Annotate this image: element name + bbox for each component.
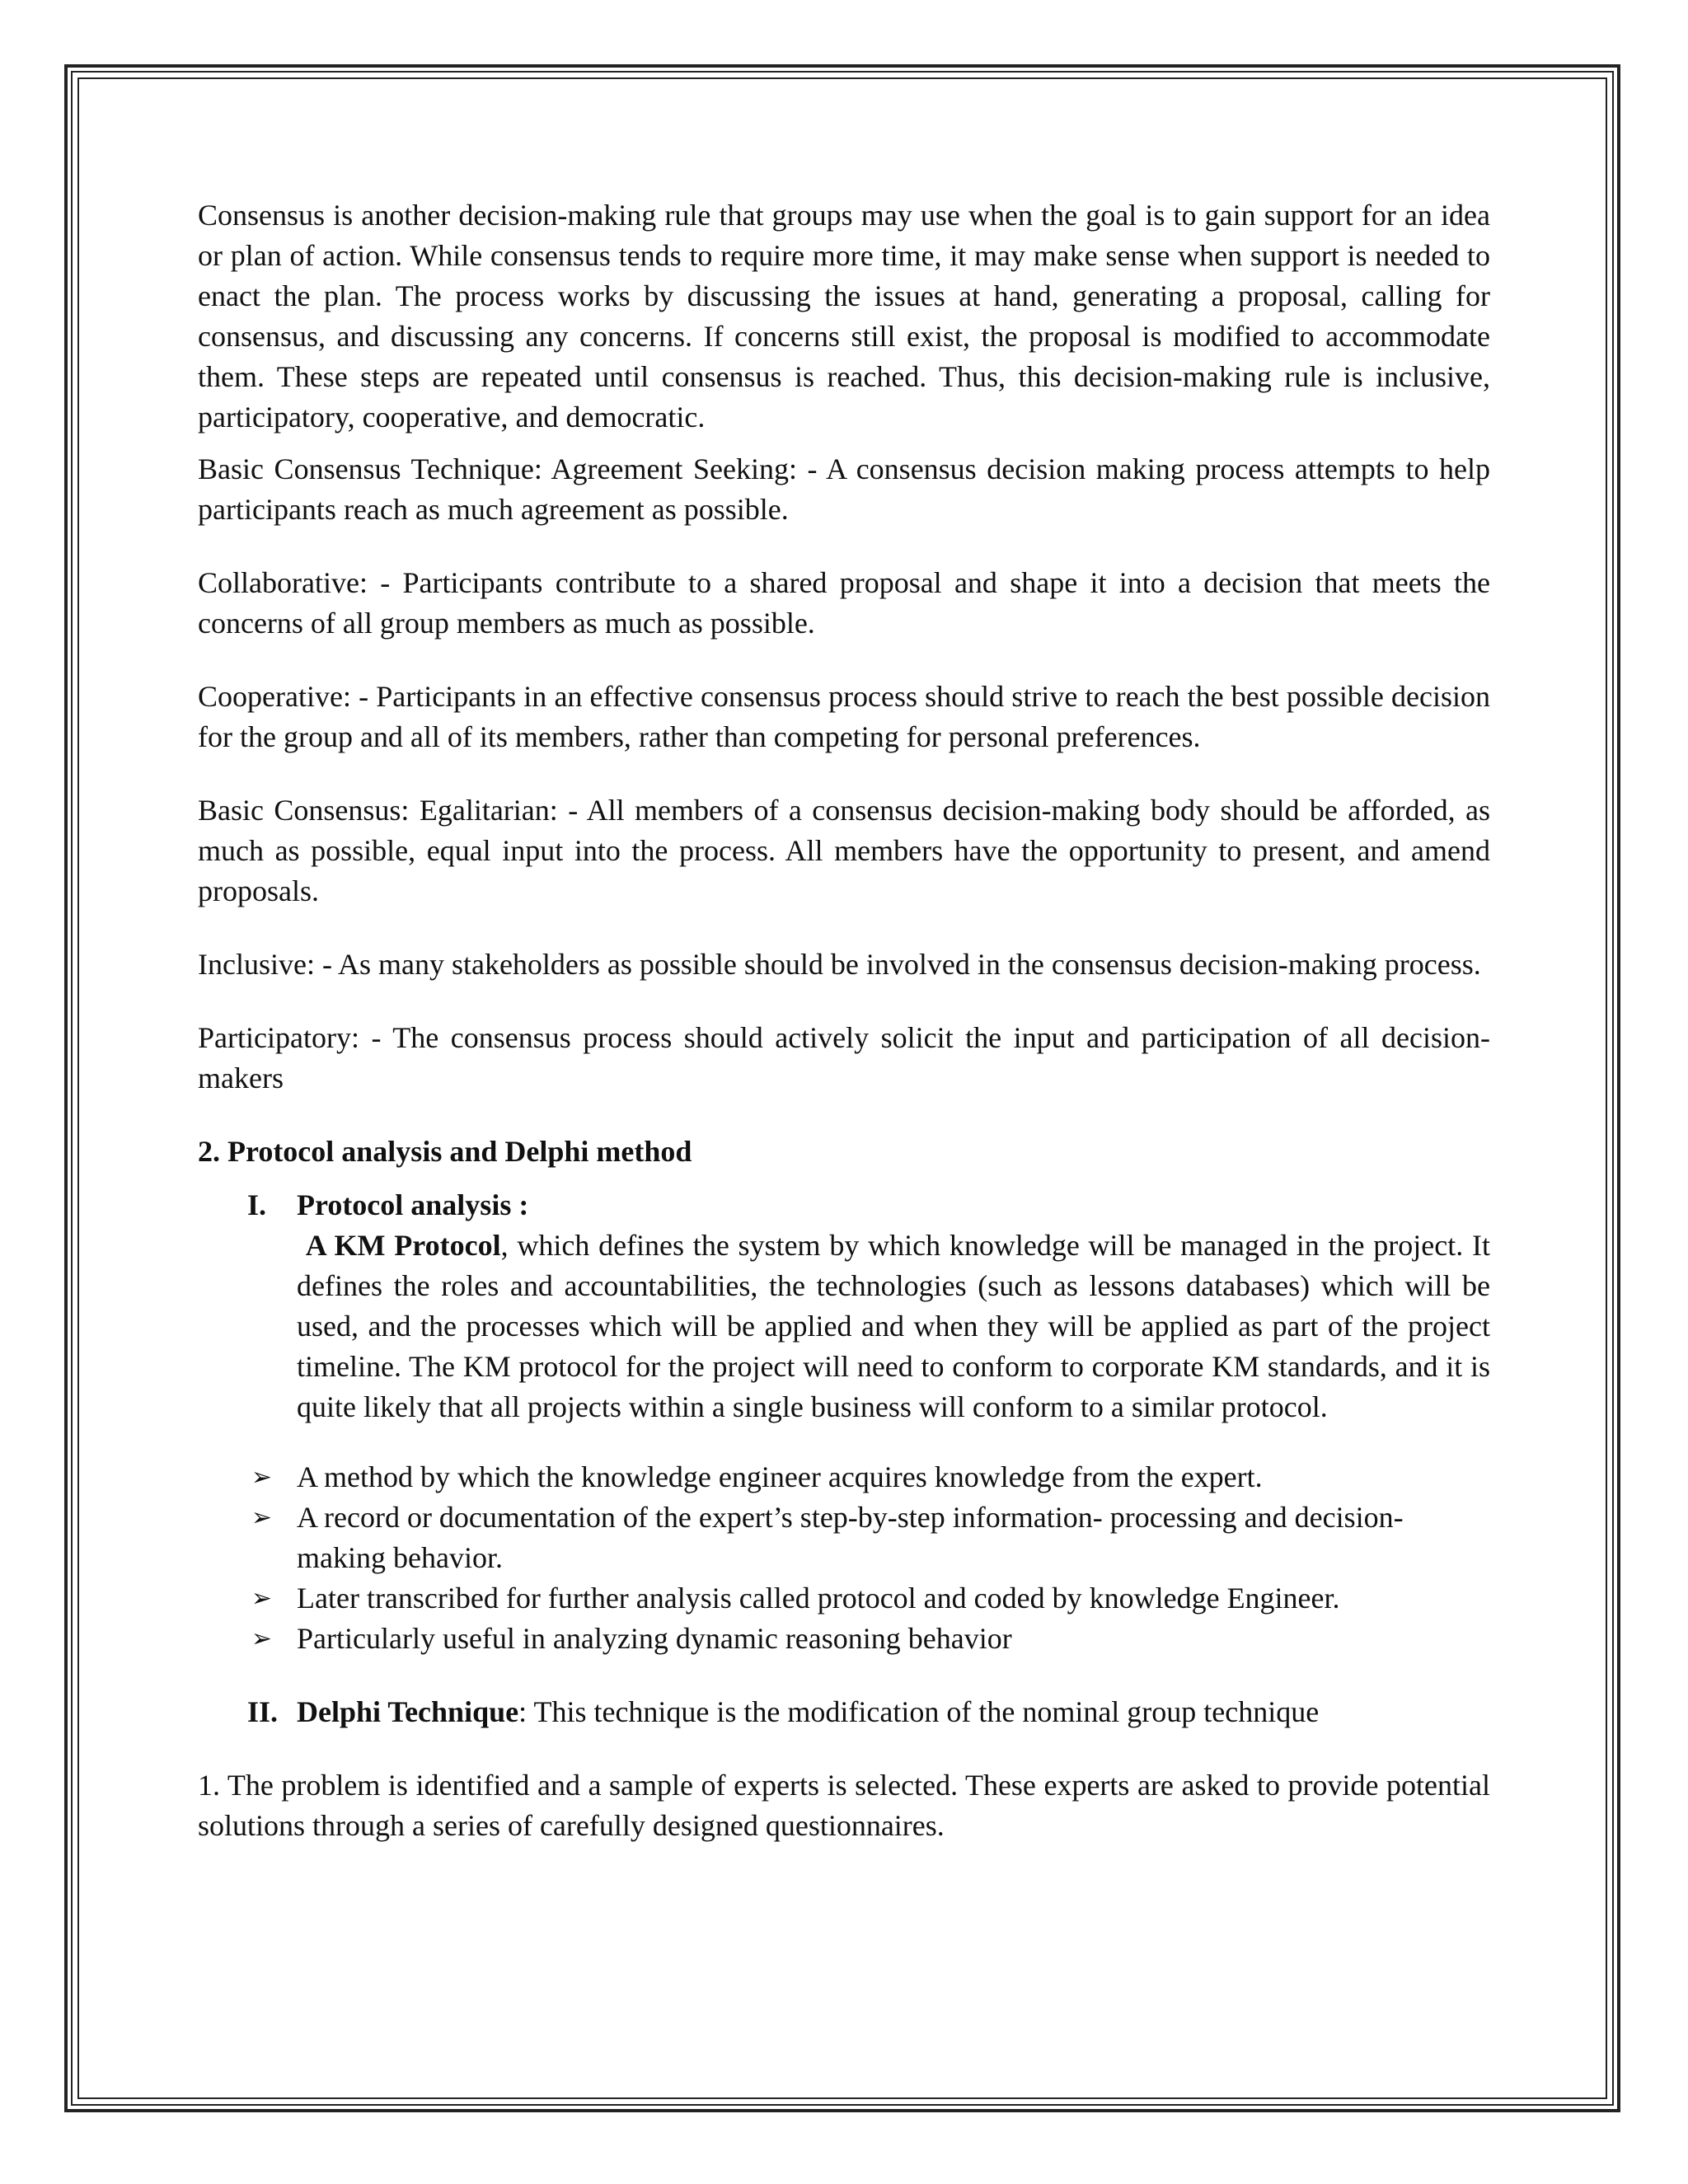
list-item [198, 1619, 1490, 1659]
list-item [198, 1497, 1490, 1578]
list-item [198, 1578, 1490, 1619]
paragraph-consensus: Consensus is another decision-making rule that groups may use when the goal is to gain support for an idea or plan of action. While consensus tends to require more time, it may make sense when support is needed to enact the plan. The process works by discussing the issues at hand, generating a proposal, calling for consensus, and discussing any concerns. If concerns still exist, the proposal is modified to accommodate them. These steps are repeated until consensus is reached. Thus, this decision-making rule is inclusive, participatory, cooperative, and democratic. [198, 199, 1490, 434]
arrow-bullet-icon: ➢ [251, 1584, 272, 1613]
list-item-text: A method by which the knowledge engineer acquires knowledge from the expert. [297, 1460, 1263, 1493]
roman-numeral-2: II. [247, 1695, 279, 1728]
protocol-analysis-title: Protocol analysis : [297, 1188, 529, 1221]
paragraph-collaborative: Collaborative: - Participants contribute to a shared proposal and shape it into a decision that meets the concerns of all group members as much as possible. [198, 566, 1490, 640]
roman-numeral-1: I. [247, 1188, 267, 1221]
protocol-bullet-list [198, 1457, 1490, 1659]
protocol-analysis-text [297, 1226, 1490, 1427]
list-item-text: A record or documentation of the expert’s step-by-step information- processing and decision-making behavior. [297, 1501, 1404, 1574]
paragraph-participatory: Participatory: - The consensus process should actively solicit the input and participation of all decision-makers [198, 1021, 1490, 1094]
km-protocol-description: , which defines the system by which knowledge will be managed in the project. It defines the roles and accountabilities, the technologies (such as lessons databases) which will be used, and the processes which will be applied and when they will be applied as part of the project timeline. The KM protocol for the project will need to conform to corporate KM standards, and it is quite likely that all projects within a single business will conform to a similar protocol. [297, 1229, 1490, 1423]
paragraph-step-1: 1. The problem is identified and a sample of experts is selected. These experts are asked to provide potential solutions through a series of carefully designed questionnaires. [198, 1769, 1490, 1842]
document-body [198, 195, 1490, 1846]
arrow-bullet-icon: ➢ [251, 1624, 272, 1653]
delphi-technique-section [198, 1692, 1490, 1732]
list-item-text: Later transcribed for further analysis called protocol and coded by knowledge Engineer. [297, 1582, 1340, 1615]
delphi-technique-title: Delphi Technique [297, 1695, 519, 1728]
delphi-technique-text: : This technique is the modification of the nominal group technique [518, 1695, 1320, 1728]
arrow-bullet-icon: ➢ [251, 1503, 272, 1532]
list-item [198, 1457, 1490, 1497]
km-protocol-term: A KM Protocol [305, 1229, 501, 1262]
paragraph-cooperative: Cooperative: - Participants in an effective consensus process should strive to reach the best possible decision for the group and all of its members, rather than competing for personal preferences. [198, 680, 1490, 753]
paragraph-agreement-seeking: Basic Consensus Technique: Agreement Seeking: - A consensus decision making process attempts to help participants reach as much agreement as possible. [198, 452, 1490, 526]
paragraph-inclusive: Inclusive: - As many stakeholders as possible should be involved in the consensus decision-making process. [198, 948, 1481, 981]
paragraph-egalitarian: Basic Consensus: Egalitarian: - All members of a consensus decision-making body should be afforded, as much as possible, equal input into the process. All members have the opportunity to present, and amend proposals. [198, 794, 1490, 907]
arrow-bullet-icon: ➢ [251, 1463, 272, 1492]
list-item-text: Particularly useful in analyzing dynamic reasoning behavior [297, 1622, 1012, 1655]
section-heading: 2. Protocol analysis and Delphi method [198, 1135, 692, 1168]
protocol-analysis-section [198, 1185, 1490, 1427]
